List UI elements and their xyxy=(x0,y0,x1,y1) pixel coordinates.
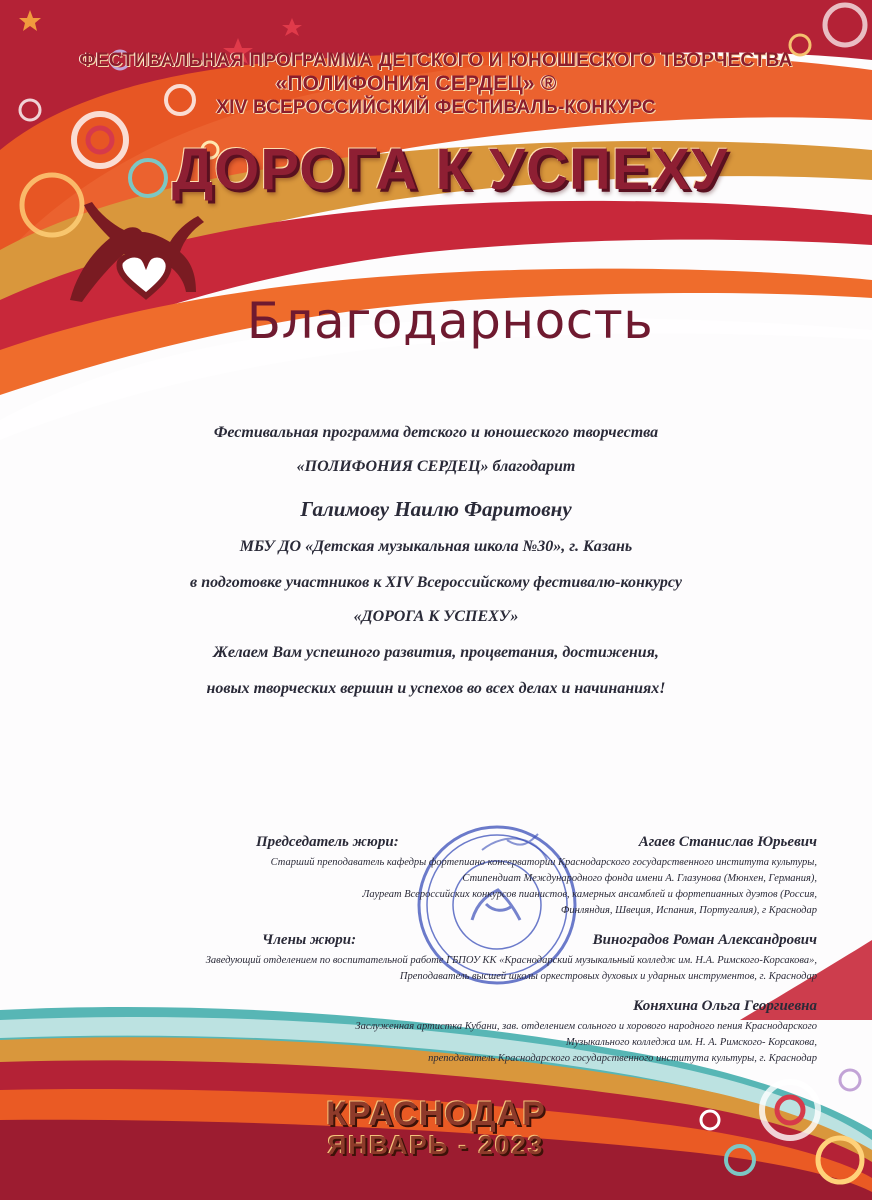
jury-chair-desc-line: Старший преподаватель кафедры фортепиано консерватории Краснодарского государственного института культуры, xyxy=(270,857,817,868)
jury-member-1-desc-line: Преподаватель высшей школы оркестровых духовых и ударных инструментов, г. Краснодар xyxy=(399,971,817,982)
body-line-5: в подготовке участников к XIV Всероссийскому фестивалю-конкурсу xyxy=(190,574,682,591)
festival-edition-heading: XIV ВСЕРОССИЙСКИЙ ФЕСТИВАЛЬ-КОНКУРС xyxy=(216,97,656,118)
jury-member-1-name: Виноградов Роман Александрович xyxy=(592,932,817,948)
jury-member-2-description xyxy=(97,1019,817,1067)
wish-line-2: новых творческих вершин и успехов во всех делах и начинаниях! xyxy=(206,680,666,697)
jury-chair-description xyxy=(97,855,817,919)
footer-city: КРАСНОДАР xyxy=(326,1095,546,1133)
jury-chair-label: Председатель жюри: xyxy=(256,834,399,850)
jury-member-1-description xyxy=(57,953,817,985)
festival-program-heading: ФЕСТИВАЛЬНАЯ ПРОГРАММА ДЕТСКОГО И ЮНОШЕСКОГО ТВОРЧЕСТВА xyxy=(79,50,793,71)
jury-member-2-desc-line: Заслуженная артистка Кубани, зав. отделением сольного и хорового народного пения Краснодарского xyxy=(355,1021,817,1032)
jury-chair-desc-line: Лауреат Всероссийских конкурсов пианистов, камерных ансамблей и фортепианных дуэтов (Россия, xyxy=(362,889,817,900)
recipient-organization: МБУ ДО «Детская музыкальная школа №30», г. Казань xyxy=(239,538,633,555)
jury-member-1-desc-line: Заведующий отделением по воспитательной работе ГБПОУ КК «Краснодарский музыкальный колледж им. Н.А. Римского-Корсакова», xyxy=(205,955,817,966)
body-line-2: «ПОЛИФОНИЯ СЕРДЕЦ» благодарит xyxy=(296,458,576,475)
footer-date: ЯНВАРЬ - 2023 xyxy=(327,1130,545,1160)
jury-chair-desc-line: Финляндия, Швеция, Испания, Португалия), г Краснодар xyxy=(560,905,817,916)
recipient-name: Галимову Наилю Фаритовну xyxy=(300,497,572,521)
body-line-1: Фестивальная программа детского и юношеского творчества xyxy=(213,424,659,441)
contest-title: ДОРОГА К УСПЕХУ xyxy=(171,137,729,202)
jury-member-2-name: Коняхина Ольга Георгиевна xyxy=(633,998,817,1014)
jury-chair-name: Агаев Станислав Юрьевич xyxy=(638,834,817,850)
jury-member-2-desc-line: Музыкального колледжа им. Н. А. Римского- Корсакова, xyxy=(565,1037,817,1048)
festival-name-heading: «ПОЛИФОНИЯ СЕРДЕЦ» ® xyxy=(275,72,557,95)
jury-members-label: Члены жюри: xyxy=(262,932,357,948)
contest-name: «ДОРОГА К УСПЕХУ» xyxy=(353,608,519,625)
jury-chair-desc-line: Стипендиат Международного фонда имени А. Глазунова (Мюнхен, Германия), xyxy=(462,873,817,884)
jury-member-2-desc-line: преподаватель Краснодарского государственного института культуры, г. Краснодар xyxy=(428,1053,817,1064)
certificate-type-title: Благодарность xyxy=(246,292,654,350)
wish-line-1: Желаем Вам успешного развития, процветания, достижения, xyxy=(213,644,659,661)
